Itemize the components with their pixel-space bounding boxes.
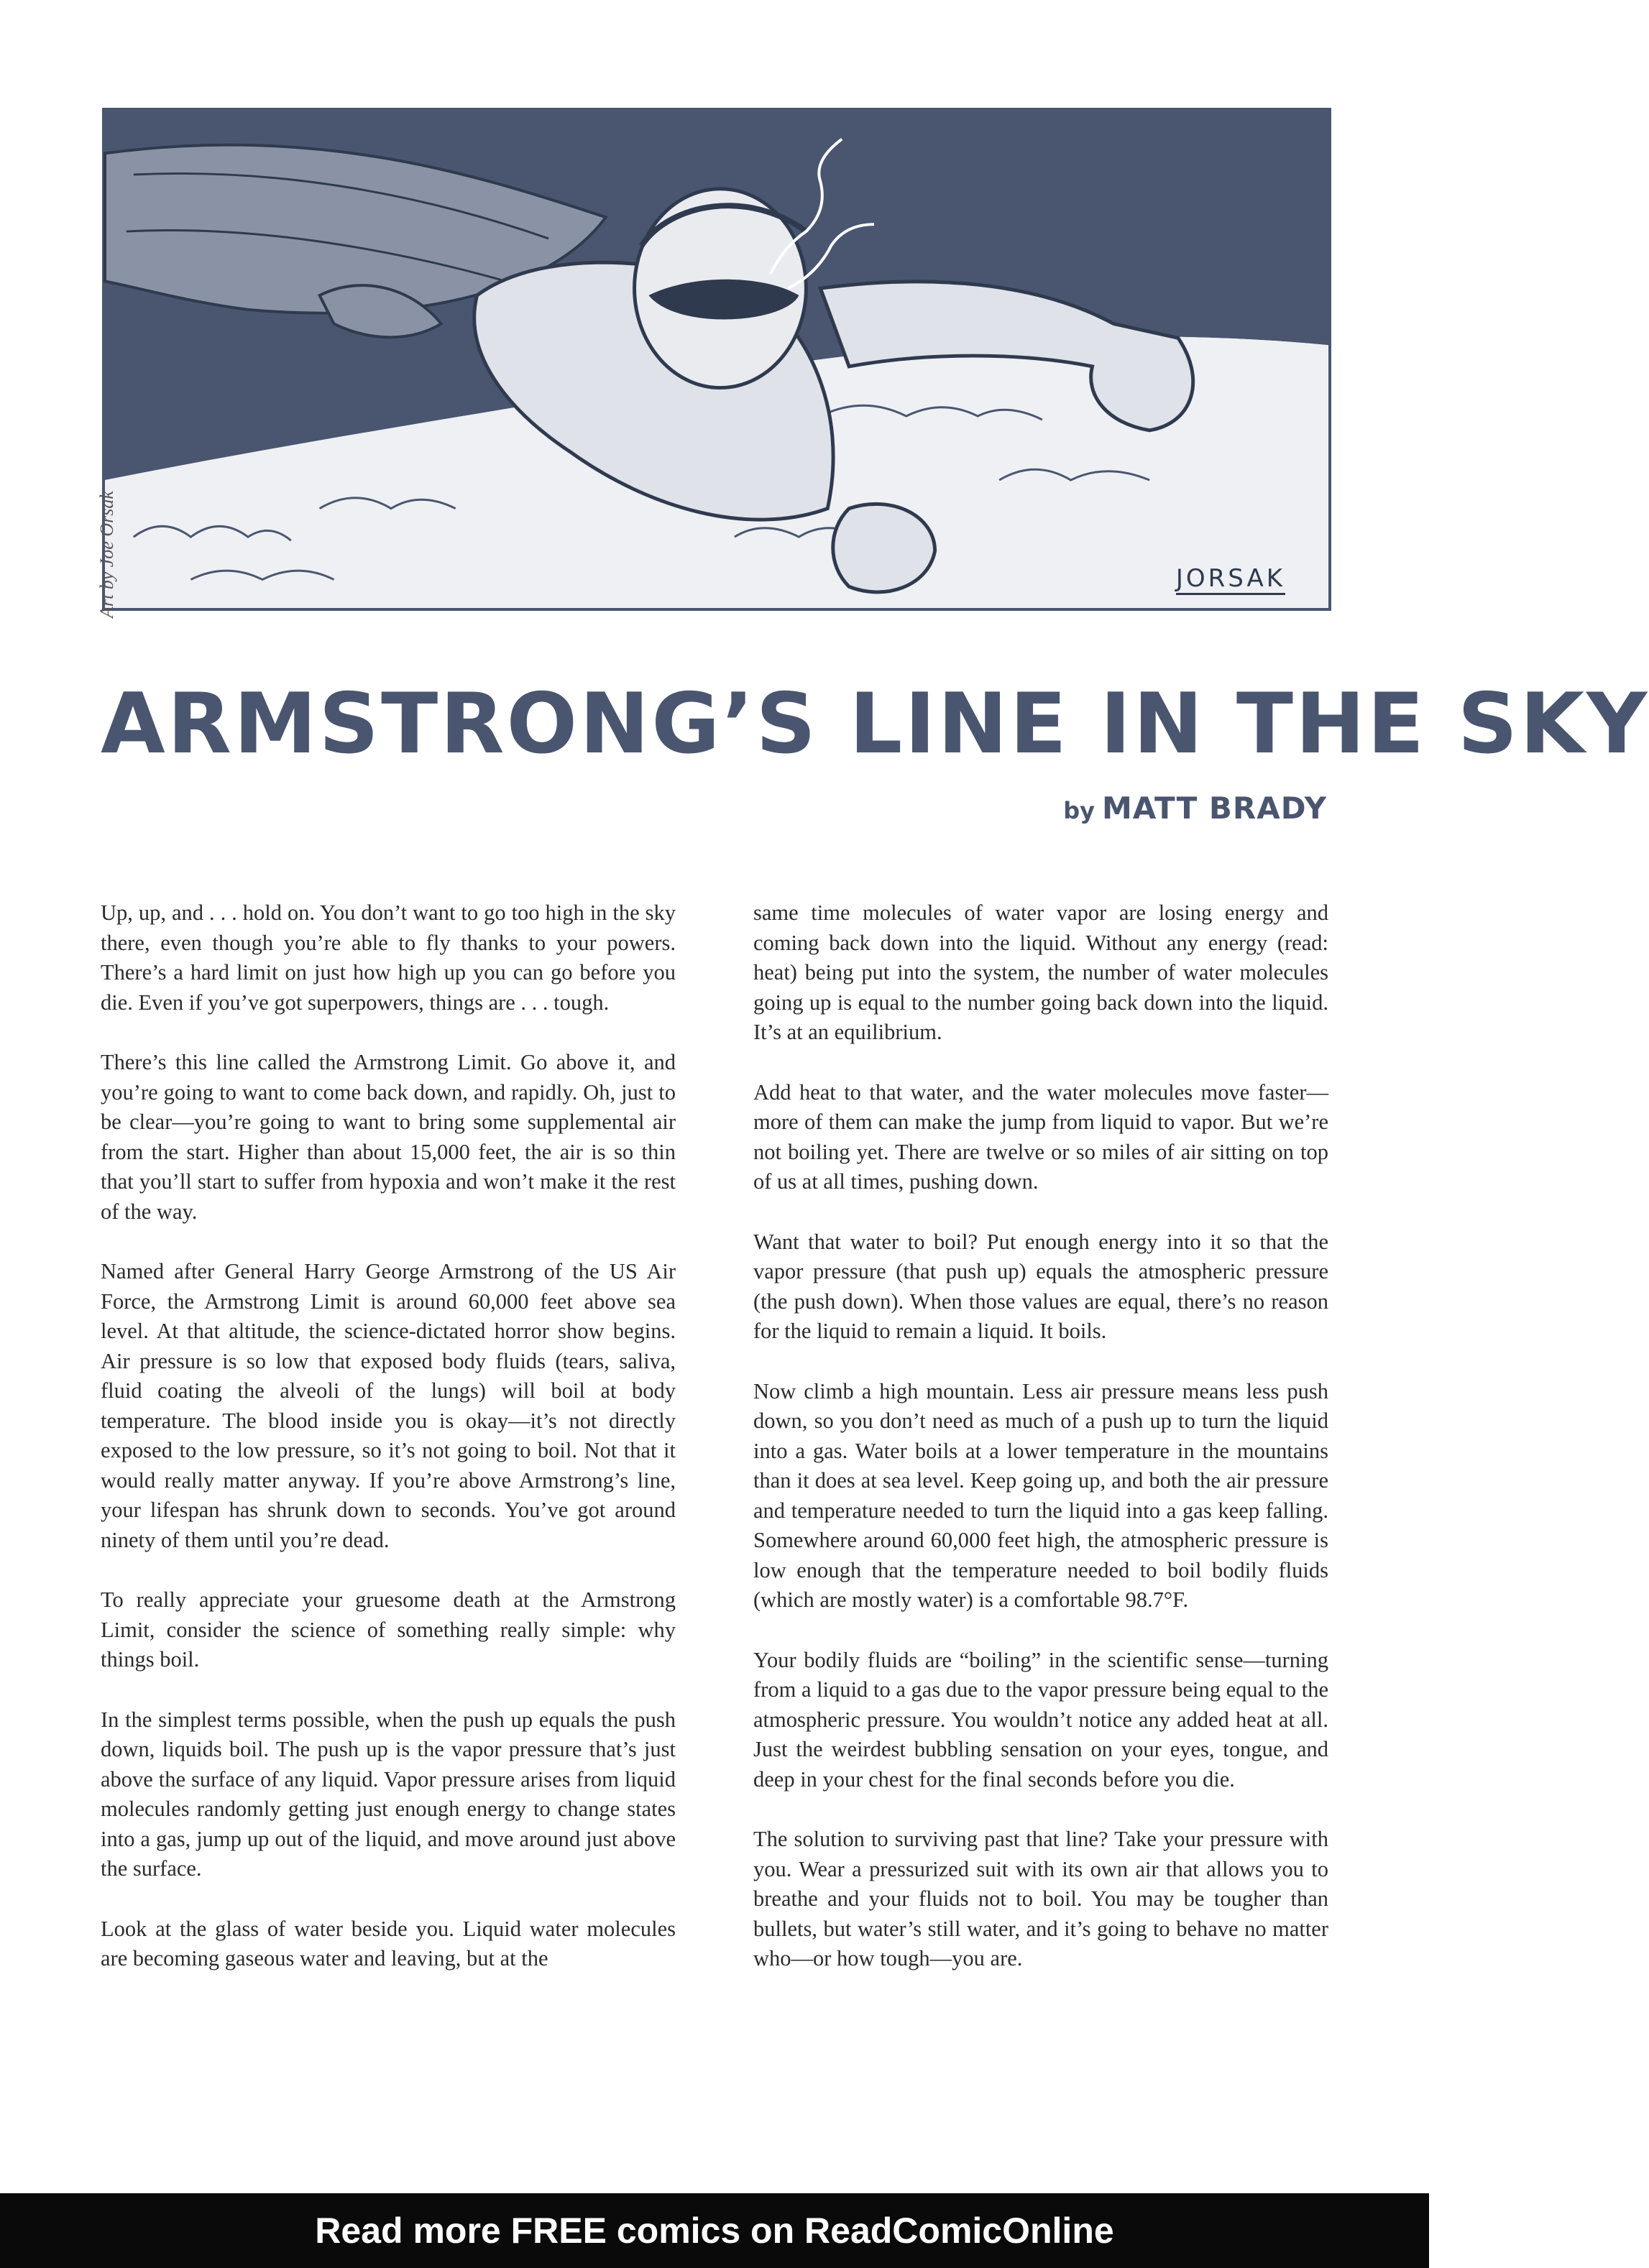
artist-signature: JORSAK xyxy=(1176,564,1285,595)
byline-prefix: by xyxy=(1063,797,1095,824)
flying-hero-drawing xyxy=(105,111,1328,608)
paragraph: same time molecules of water vapor are losing energy and coming back down into the liquid. Without any energy (read: heat) being put into the system, the number of water molecules going up is equal to the number going back down into the liquid. It’s at an equilibrium. xyxy=(753,900,1328,1044)
article-title: ARMSTRONG’S LINE IN THE SKY xyxy=(101,676,1649,773)
paragraph: Look at the glass of water beside you. Liquid water molecules are becoming gaseous water and leaving, but at the xyxy=(101,1916,676,1970)
paragraph: Named after General Harry George Armstrong of the US Air Force, the Armstrong Limit is around 60,000 feet above sea level. At that altitude, the science-dictated horror show begins. Air pressure is so low that exposed body fluids (tears, saliva, fluid coating the alveoli of the lungs) will boil at body temperature. The blood inside you is okay—it’s not directly exposed to the low pressure, so it’s not going to boil. Not that it would really matter anyway. If you’re above Armstrong’s line, your lifespan has shrunk down to seconds. You’ve got around ninety of them until you’re dead. xyxy=(101,1259,676,1552)
paragraph: There’s this line called the Armstrong Limit. Go above it, and you’re going to want to come back down, and rapidly. Oh, just to be clear—you’re going to want to bring some supplemental air from the start. Higher than about 15,000 feet, the air is so thin that you’ll start to suffer from hypoxia and won’t make it the rest of the way. xyxy=(101,1050,676,1224)
byline xyxy=(1063,790,1327,826)
paragraph: Now climb a high mountain. Less air pressure means less push down, so you don’t need as much of a push up to turn the liquid into a gas. Water boils at a lower temperature in the mountains than it does at sea level. Keep going up, and both the air pressure and temperature needed to turn the liquid into a gas keep falling. Somewhere around 60,000 feet high, the atmospheric pressure is low enough that the temperature needed to boil bodily fluids (which are mostly water) is a comfortable 98.7°F. xyxy=(753,1378,1328,1612)
art-credit: Art by Joe Orsak xyxy=(96,491,117,618)
left-column xyxy=(101,898,676,2004)
paragraph: Your bodily fluids are “boiling” in the scientific sense—turning from a liquid to a gas due to the vapor pressure being equal to the atmospheric pressure. You wouldn’t notice any added heat at all. Just the weirdest bubbling sensation on your eyes, tongue, and deep in your chest for the final seconds before you die. xyxy=(753,1647,1328,1792)
right-column xyxy=(753,898,1328,2004)
paragraph: In the simplest terms possible, when the push up equals the push down, liquids boil. The push up is the vapor pressure that’s just above the surface of any liquid. Vapor pressure arises from liquid molecules randomly getting just enough energy to change states into a gas, jump up out of the liquid, and move around just above the surface. xyxy=(101,1707,676,1881)
hero-illustration xyxy=(102,108,1331,611)
paragraph: Want that water to boil? Put enough energy into it so that the vapor pressure (that push up) equals the atmospheric pressure (the push down). When those values are equal, there’s no reason for the liquid to remain a liquid. It boils. xyxy=(753,1229,1328,1343)
author-name: MATT BRADY xyxy=(1101,790,1327,826)
footer-banner-text[interactable]: Read more FREE comics on ReadComicOnline xyxy=(315,2211,1114,2251)
paragraph: Up, up, and . . . hold on. You don’t want to go too high in the sky there, even though you’re able to fly thanks to your powers. There’s a hard limit on just how high up you can go before you die. Even if you’ve got superpowers, things are . . . tough. xyxy=(101,900,676,1015)
paragraph: The solution to surviving past that line? Take your pressure with you. Wear a pressurized suit with its own air that allows you to breathe and your fluids not to boil. You may be tougher than bullets, but water’s still water, and it’s going to behave no matter who—or how tough—you are. xyxy=(753,1827,1328,1970)
footer-banner[interactable] xyxy=(0,2193,1429,2268)
paragraph: To really appreciate your gruesome death at the Armstrong Limit, consider the science of something really simple: why things boil. xyxy=(101,1587,676,1672)
paragraph: Add heat to that water, and the water molecules move faster—more of them can make the jump from liquid to vapor. But we’re not boiling yet. There are twelve or so miles of air sitting on top of us at all times, pushing down. xyxy=(753,1079,1328,1194)
